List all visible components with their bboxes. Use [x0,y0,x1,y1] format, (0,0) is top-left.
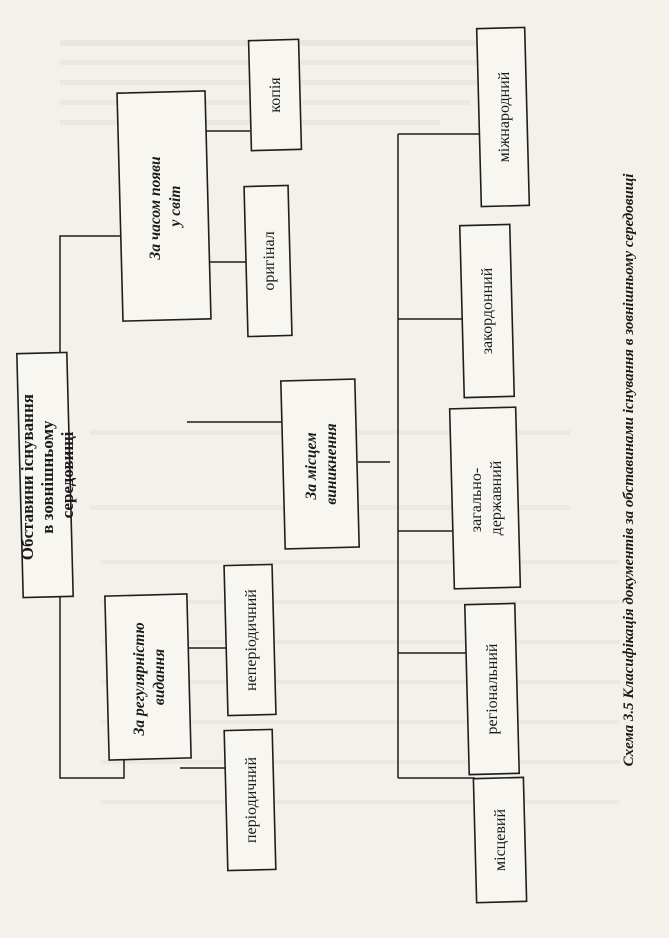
root-line-2: в зовнішньому [38,420,57,534]
leaf-node-periodychnyi [224,729,276,870]
leaf-zahalno-line-2: державний [488,460,505,536]
leaf-node-oryhinal [244,185,292,336]
leaf-label-oryhinal: оригінал [261,231,278,291]
category-node-time [117,91,211,321]
leaf-label-neperiodychnyi: неперіодичний [243,589,260,691]
leaf-node-rehionalnyi [465,603,519,774]
category-node-regularity [105,594,191,760]
leaf-node-zakordonnyi [460,224,514,397]
leaf-label-mizhnarodnyi: міжнародний [496,71,513,163]
category-regularity-line-2: видання [151,648,168,706]
category-time-line-2: у світ [167,185,184,227]
leaf-node-zahalnoderzhavnyi [450,407,521,589]
leaf-label-zakordonnyi: закордонний [479,267,496,355]
leaf-zahalno-line-1: загально- [468,467,485,533]
leaf-node-mistsevyi [473,777,526,902]
diagram-caption: Схема 3.5 Класифікація документів за обставинами існування в зовнішньому середовищі [621,173,637,767]
category-node-place [281,379,359,549]
leaf-label-mistsevyi: місцевий [492,808,509,872]
category-place-line-2: виникнення [323,423,340,505]
category-regularity-line-1: За регулярністю [131,622,148,736]
category-time-line-1: За часом появи [147,156,164,260]
root-line-3: середовищі [58,431,77,519]
leaf-node-kopiya [249,39,302,150]
leaf-label-rehionalnyi: регіональний [484,643,501,735]
root-line-1: Обставини існування [18,394,37,561]
leaf-label-periodychnyi: періодичний [243,756,260,844]
root-node [17,352,77,597]
leaf-label-kopiya: копія [267,77,284,113]
leaf-node-mizhnarodnyi [477,27,530,206]
leaf-node-neperiodychnyi [224,564,276,715]
category-place-line-1: За місцем [303,432,320,500]
